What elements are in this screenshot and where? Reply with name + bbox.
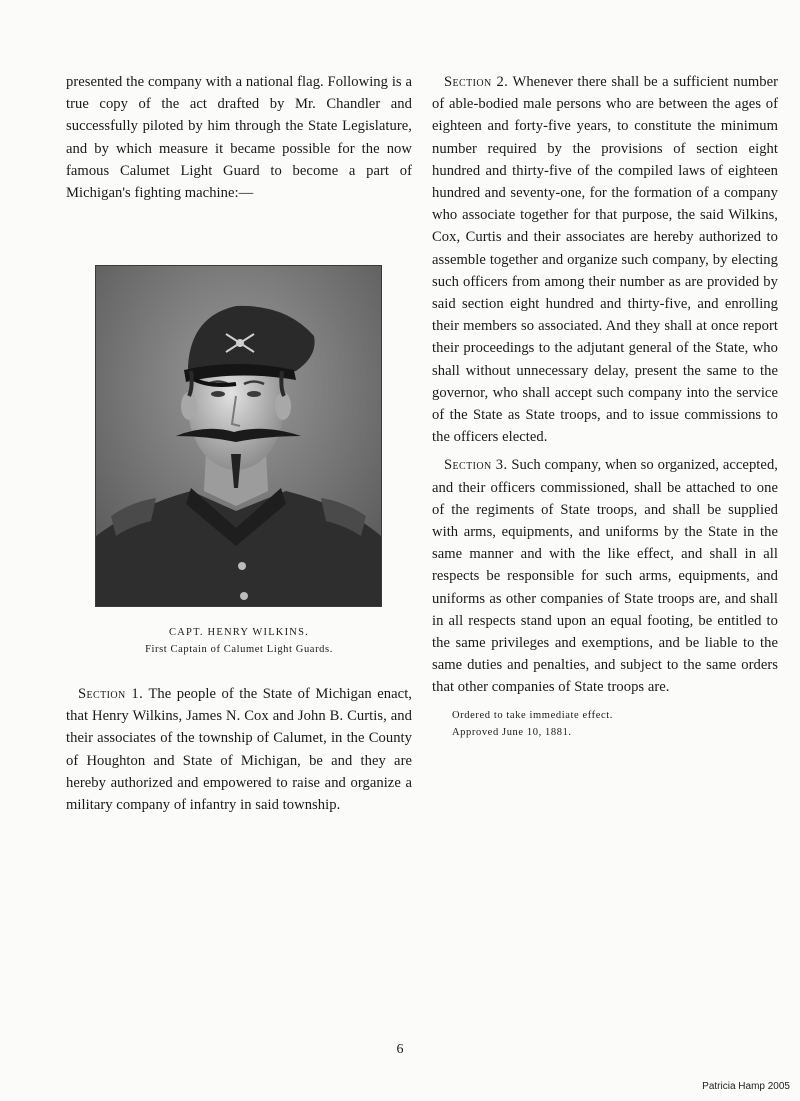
section-3-paragraph	[432, 454, 778, 698]
left-column	[66, 71, 412, 204]
section-2-heading: Section 2.	[444, 74, 509, 90]
right-column	[432, 71, 778, 741]
page-number: 6	[396, 1042, 404, 1057]
credit-text: Patricia Hamp 2005	[702, 1081, 790, 1092]
portrait-photo	[95, 265, 382, 607]
caption-name: CAPT. HENRY WILKINS.	[169, 627, 309, 638]
photo-caption	[66, 624, 412, 658]
section-1-heading: Section 1.	[78, 686, 144, 702]
portrait-image	[96, 266, 381, 606]
section-1-paragraph	[66, 683, 412, 816]
intro-paragraph: presented the company with a national flag. Following is a true copy of the act drafted by Mr. Chandler and successfully piloted by him through the State Legislature, and by which measure it became possible for the now famous Calumet Light Guard to become a part of Michigan's fighting machine:—	[66, 74, 412, 202]
section-3-heading: Section 3.	[444, 457, 508, 474]
caption-title: First Captain of Calumet Light Guards.	[145, 644, 333, 655]
section-2-paragraph	[432, 71, 778, 448]
orders-block	[452, 707, 778, 741]
section-2-text: Whenever there shall be a sufficient number of able-bodied male persons who are between the ages of eighteen and forty-five years, to constitute the minimum number required by the provisions of section eight hundred and thirty-five of the compiled laws of eighteen hundred and seventy-one, for the formation of a company who associate together for that purpose, the said Wilkins, Cox, Curtis and their associates are hereby authorized to assemble together and organize such company, by electing such officers from among their number as are provided by said section eight hundred and thirty-five, and enrolling their members so associated. And they shall at once report their proceedings to the adjutant general of the State, who shall without unnecessary delay, present the same to the governor, who shall accept such company into the service of the State as State troops, and to issue commissions to the officers elected.	[432, 74, 779, 446]
section-3-text: Such company, when so organized, accepted, and their officers commissioned, shall be attached to one of the regiments of State troops, and shall be supplied with arms, equipments, and uniforms by the State in the same manner and with the like effect, and shall in all respects be responsible for such arms, equipments, and uniforms as other companies of State troops are, and shall in all respects stand upon an equal footing, be entitled to the same privileges and exemptions, and be liable to the same duties and penalties, and subject to the same orders that other companies of State troops are.	[432, 457, 778, 696]
section-1	[66, 683, 412, 816]
orders-line-1: Ordered to take immediate effect.	[452, 709, 613, 721]
section-1-text: The people of the State of Michigan enact, that Henry Wilkins, James N. Cox and John B. Curtis, and their associates of the township of Calumet, in the County of Houghton and State of Michigan, be and they are hereby authorized and empowered to raise and organize a military company of infantry in said township.	[66, 686, 413, 814]
orders-line-2: Approved June 10, 1881.	[452, 726, 572, 738]
